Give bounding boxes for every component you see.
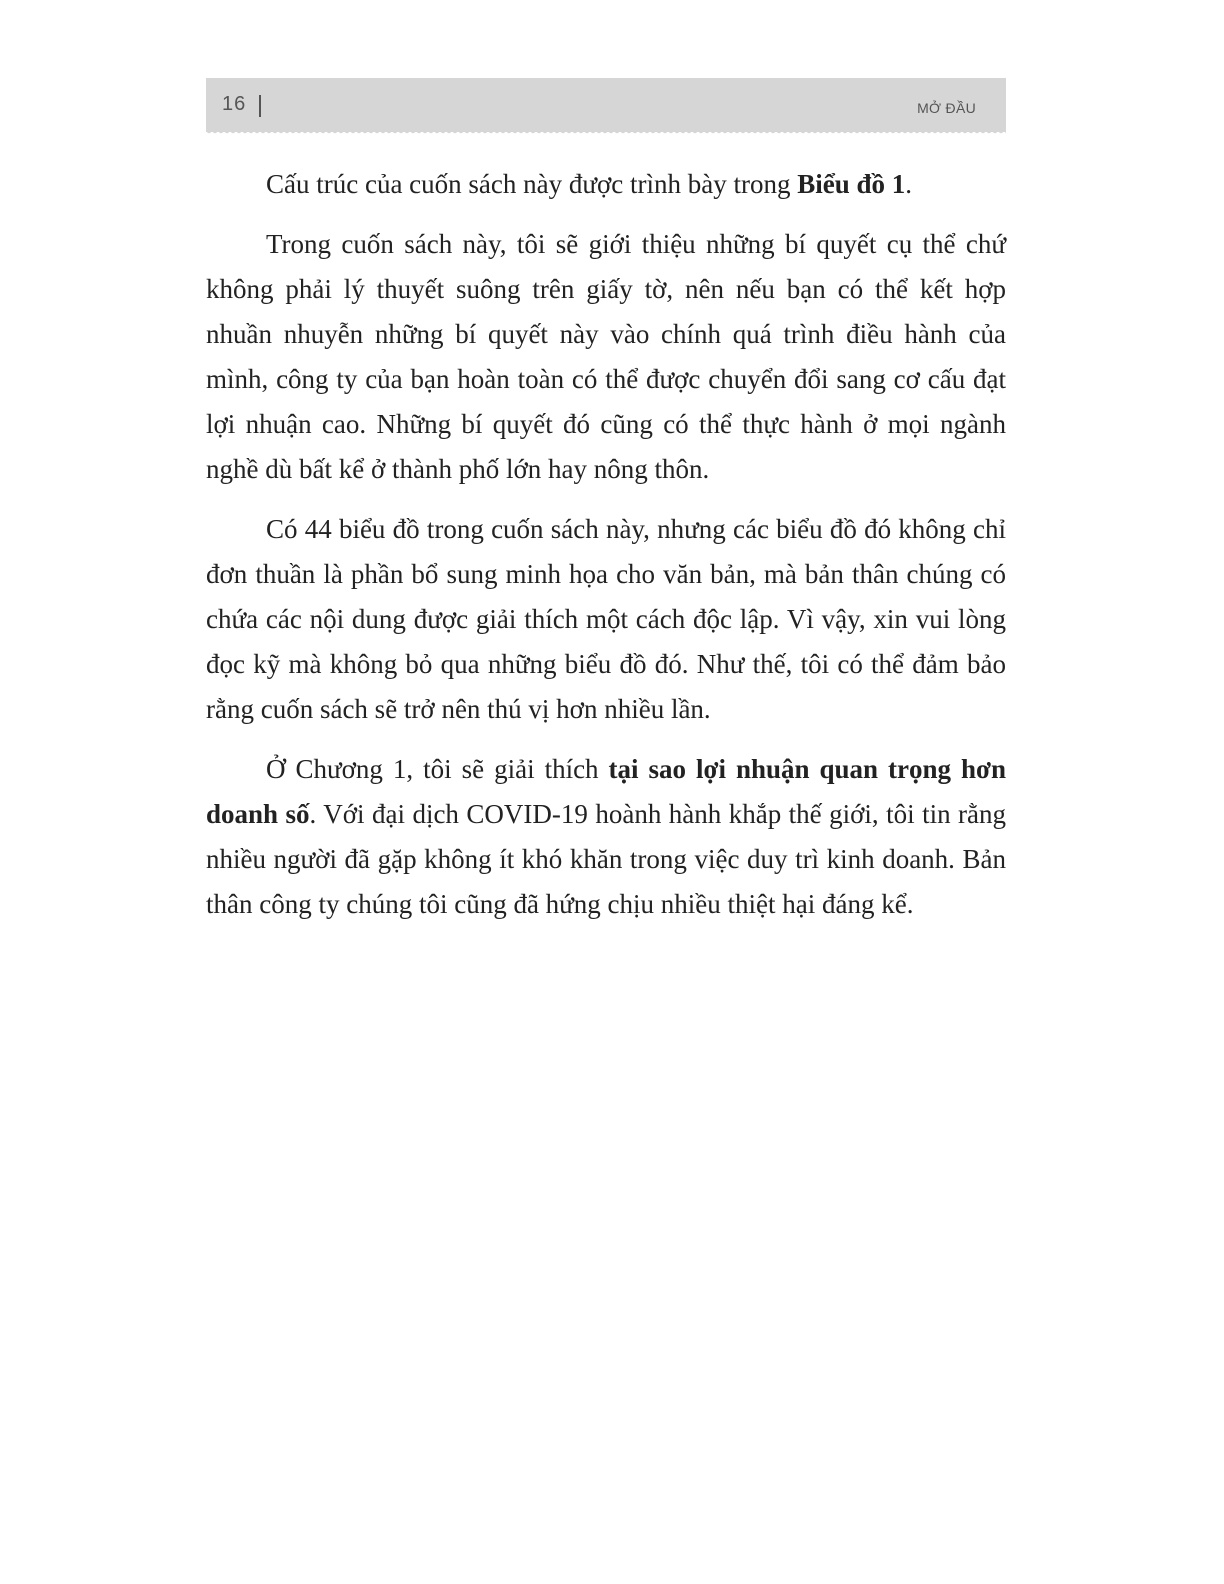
paragraph-text: . Với đại dịch COVID-19 hoành hành khắp thế giới, tôi tin rằng nhiều người đã gặp không ít khó khăn trong việc duy trì kinh doanh. Bản thân công ty chúng tôi cũng đã hứng chịu nhiều thiệt hại đáng kể. [206, 799, 1007, 919]
paragraph-secrets: Trong cuốn sách này, tôi sẽ giới thiệu những bí quyết cụ thể chứ không phải lý thuyết suông trên giấy tờ, nên nếu bạn có thể kết hợp nhuần nhuyễn những bí quyết này vào chính quá trình điều hành của mình, công ty của bạn hoàn toàn có thể được chuyển đổi sang cơ cấu đạt lợi nhuận cao. Những bí quyết đó cũng có thể thực hành ở mọi ngành nghề dù bất kể ở thành phố lớn hay nông thôn. [206, 229, 1006, 484]
bold-term: tại sao lợi nhuận quan trọng hơn doanh số [206, 754, 1006, 829]
body-text [206, 162, 1006, 942]
paragraph-text: Cấu trúc của cuốn sách này được trình bày trong [266, 169, 798, 199]
paragraph-charts: Có 44 biểu đồ trong cuốn sách này, nhưng các biểu đồ đó không chỉ đơn thuần là phần bổ sung minh họa cho văn bản, mà bản thân chúng có chứa các nội dung được giải thích một cách độc lập. Vì vậy, xin vui lòng đọc kỹ mà không bỏ qua những biểu đồ đó. Như thế, tôi có thể đảm bảo rằng cuốn sách sẽ trở nên thú vị hơn nhiều lần. [206, 514, 1006, 724]
paragraph-structure [206, 162, 1006, 207]
running-header [206, 78, 1006, 132]
paragraph-chapter-1 [206, 747, 1006, 927]
bold-term: Biểu đồ 1 [797, 169, 906, 199]
paragraph-text: . [905, 169, 913, 199]
section-title: MỞ ĐẦU [917, 100, 976, 116]
page-number: 16 [222, 93, 247, 115]
header-separator [259, 95, 261, 117]
paragraph-text: Ở Chương 1, tôi sẽ giải thích [266, 754, 609, 784]
